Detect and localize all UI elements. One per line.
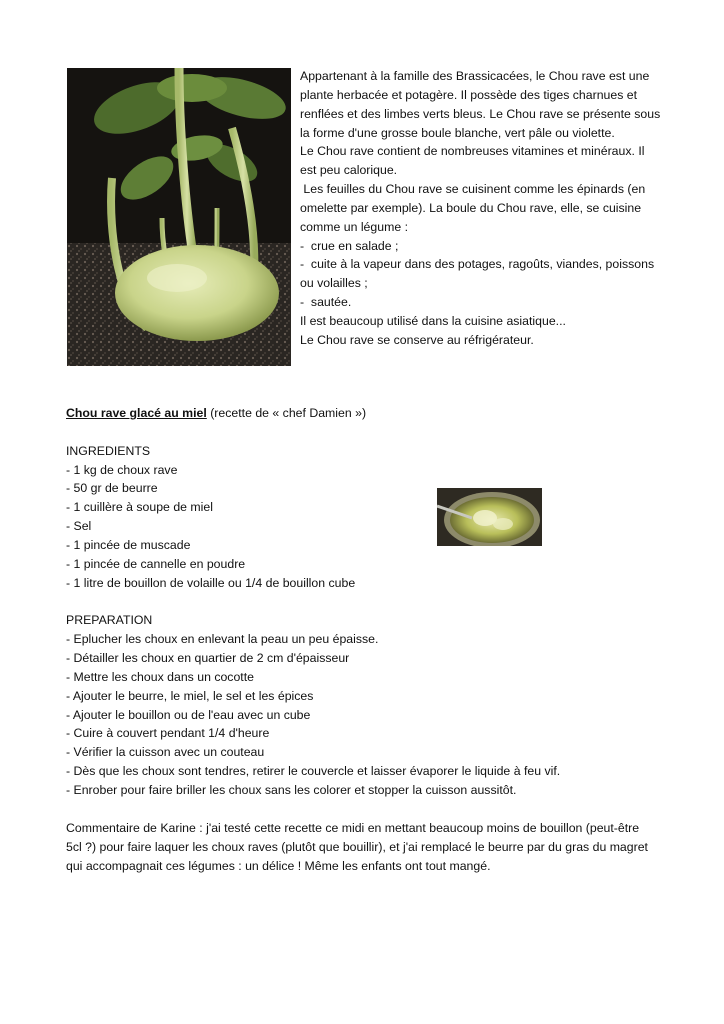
comment-line: Commentaire de Karine : j'ai testé cette recette ce midi en mettant beaucoup moins de bouillon (peut-être — [66, 821, 640, 835]
intro-line: - sautée. — [300, 295, 352, 310]
ingredient-item: - 1 cuillère à soupe de miel — [66, 500, 213, 515]
recipe-title-line — [66, 404, 666, 423]
preparation-step: - Ajouter le beurre, le miel, le sel et les épices — [66, 688, 314, 703]
preparation-step: - Vérifier la cuisson avec un couteau — [66, 745, 265, 760]
intro-line: Il est beaucoup utilisé dans la cuisine asiatique... — [300, 313, 566, 328]
preparation-step: - Détailler les choux en quartier de 2 cm d'épaisseur — [66, 650, 350, 665]
ingredient-item: - 50 gr de beurre — [66, 481, 158, 496]
preparation-heading: PREPARATION — [66, 613, 153, 628]
ingredient-item: - 1 litre de bouillon de volaille ou 1/4 de bouillon cube — [66, 575, 356, 590]
ingredient-item: - Sel — [66, 519, 92, 534]
preparation-step: - Cuire à couvert pendant 1/4 d'heure — [66, 726, 270, 741]
spacer — [66, 423, 666, 442]
karine-comment — [66, 819, 666, 876]
intro-line: renflées et des limbes verts bleus. Le Chou rave se présente sous — [300, 106, 661, 121]
preparation-step: - Eplucher les choux en enlevant la peau un peu épaisse. — [66, 632, 379, 647]
intro-line: Les feuilles du Chou rave se cuisinent comme les épinards (en — [300, 182, 646, 197]
recipe-author: (recette de « chef Damien ») — [206, 406, 367, 420]
ingredient-item: - 1 pincée de muscade — [66, 537, 191, 552]
recipe-section — [66, 404, 666, 800]
intro-line: comme un légume : — [300, 219, 408, 234]
intro-line: Le Chou rave contient de nombreuses vitamines et minéraux. Il — [300, 144, 645, 159]
spacer — [66, 592, 666, 611]
intro-line: - crue en salade ; — [300, 238, 399, 253]
preparation-step: - Dès que les choux sont tendres, retirer le couvercle et laisser évaporer le liquide à feu vif. — [66, 764, 561, 779]
recipe-title: Chou rave glacé au miel — [66, 406, 207, 420]
preparation-step: - Mettre les choux dans un cocotte — [66, 669, 254, 684]
preparation-step: - Ajouter le bouillon ou de l'eau avec un cube — [66, 707, 311, 722]
intro-line: ou volailles ; — [300, 276, 368, 291]
ingredient-item: - 1 pincée de cannelle en poudre — [66, 556, 246, 571]
intro-line: omelette par exemple). La boule du Chou rave, elle, se cuisine — [300, 200, 642, 215]
kohlrabi-photo — [67, 68, 291, 366]
comment-line: 5cl ?) pour faire laquer les choux raves (plutôt que bouillir), et j'ai remplacé le beurre par du gras du magret — [66, 839, 648, 854]
intro-line: Le Chou rave se conserve au réfrigérateur. — [300, 332, 534, 347]
intro-line: Appartenant à la famille des Brassicacées, le Chou rave est une — [300, 69, 650, 83]
intro-paragraph — [300, 67, 660, 350]
intro-line: est peu calorique. — [300, 163, 398, 178]
intro-line: la forme d'une grosse boule blanche, vert pâle ou violette. — [300, 125, 615, 140]
ingredient-item: - 1 kg de choux rave — [66, 462, 178, 477]
comment-line: qui accompagnait ces légumes : un délice ! Même les enfants ont tout mangé. — [66, 858, 491, 873]
preparation-step: - Enrober pour faire briller les choux sans les colorer et stopper la cuisson aussitôt. — [66, 782, 517, 797]
intro-line: - cuite à la vapeur dans des potages, ragoûts, viandes, poissons — [300, 257, 655, 272]
intro-line: plante herbacée et potagère. Il possède des tiges charnues et — [300, 87, 638, 102]
ingredients-heading: INGREDIENTS — [66, 443, 151, 458]
